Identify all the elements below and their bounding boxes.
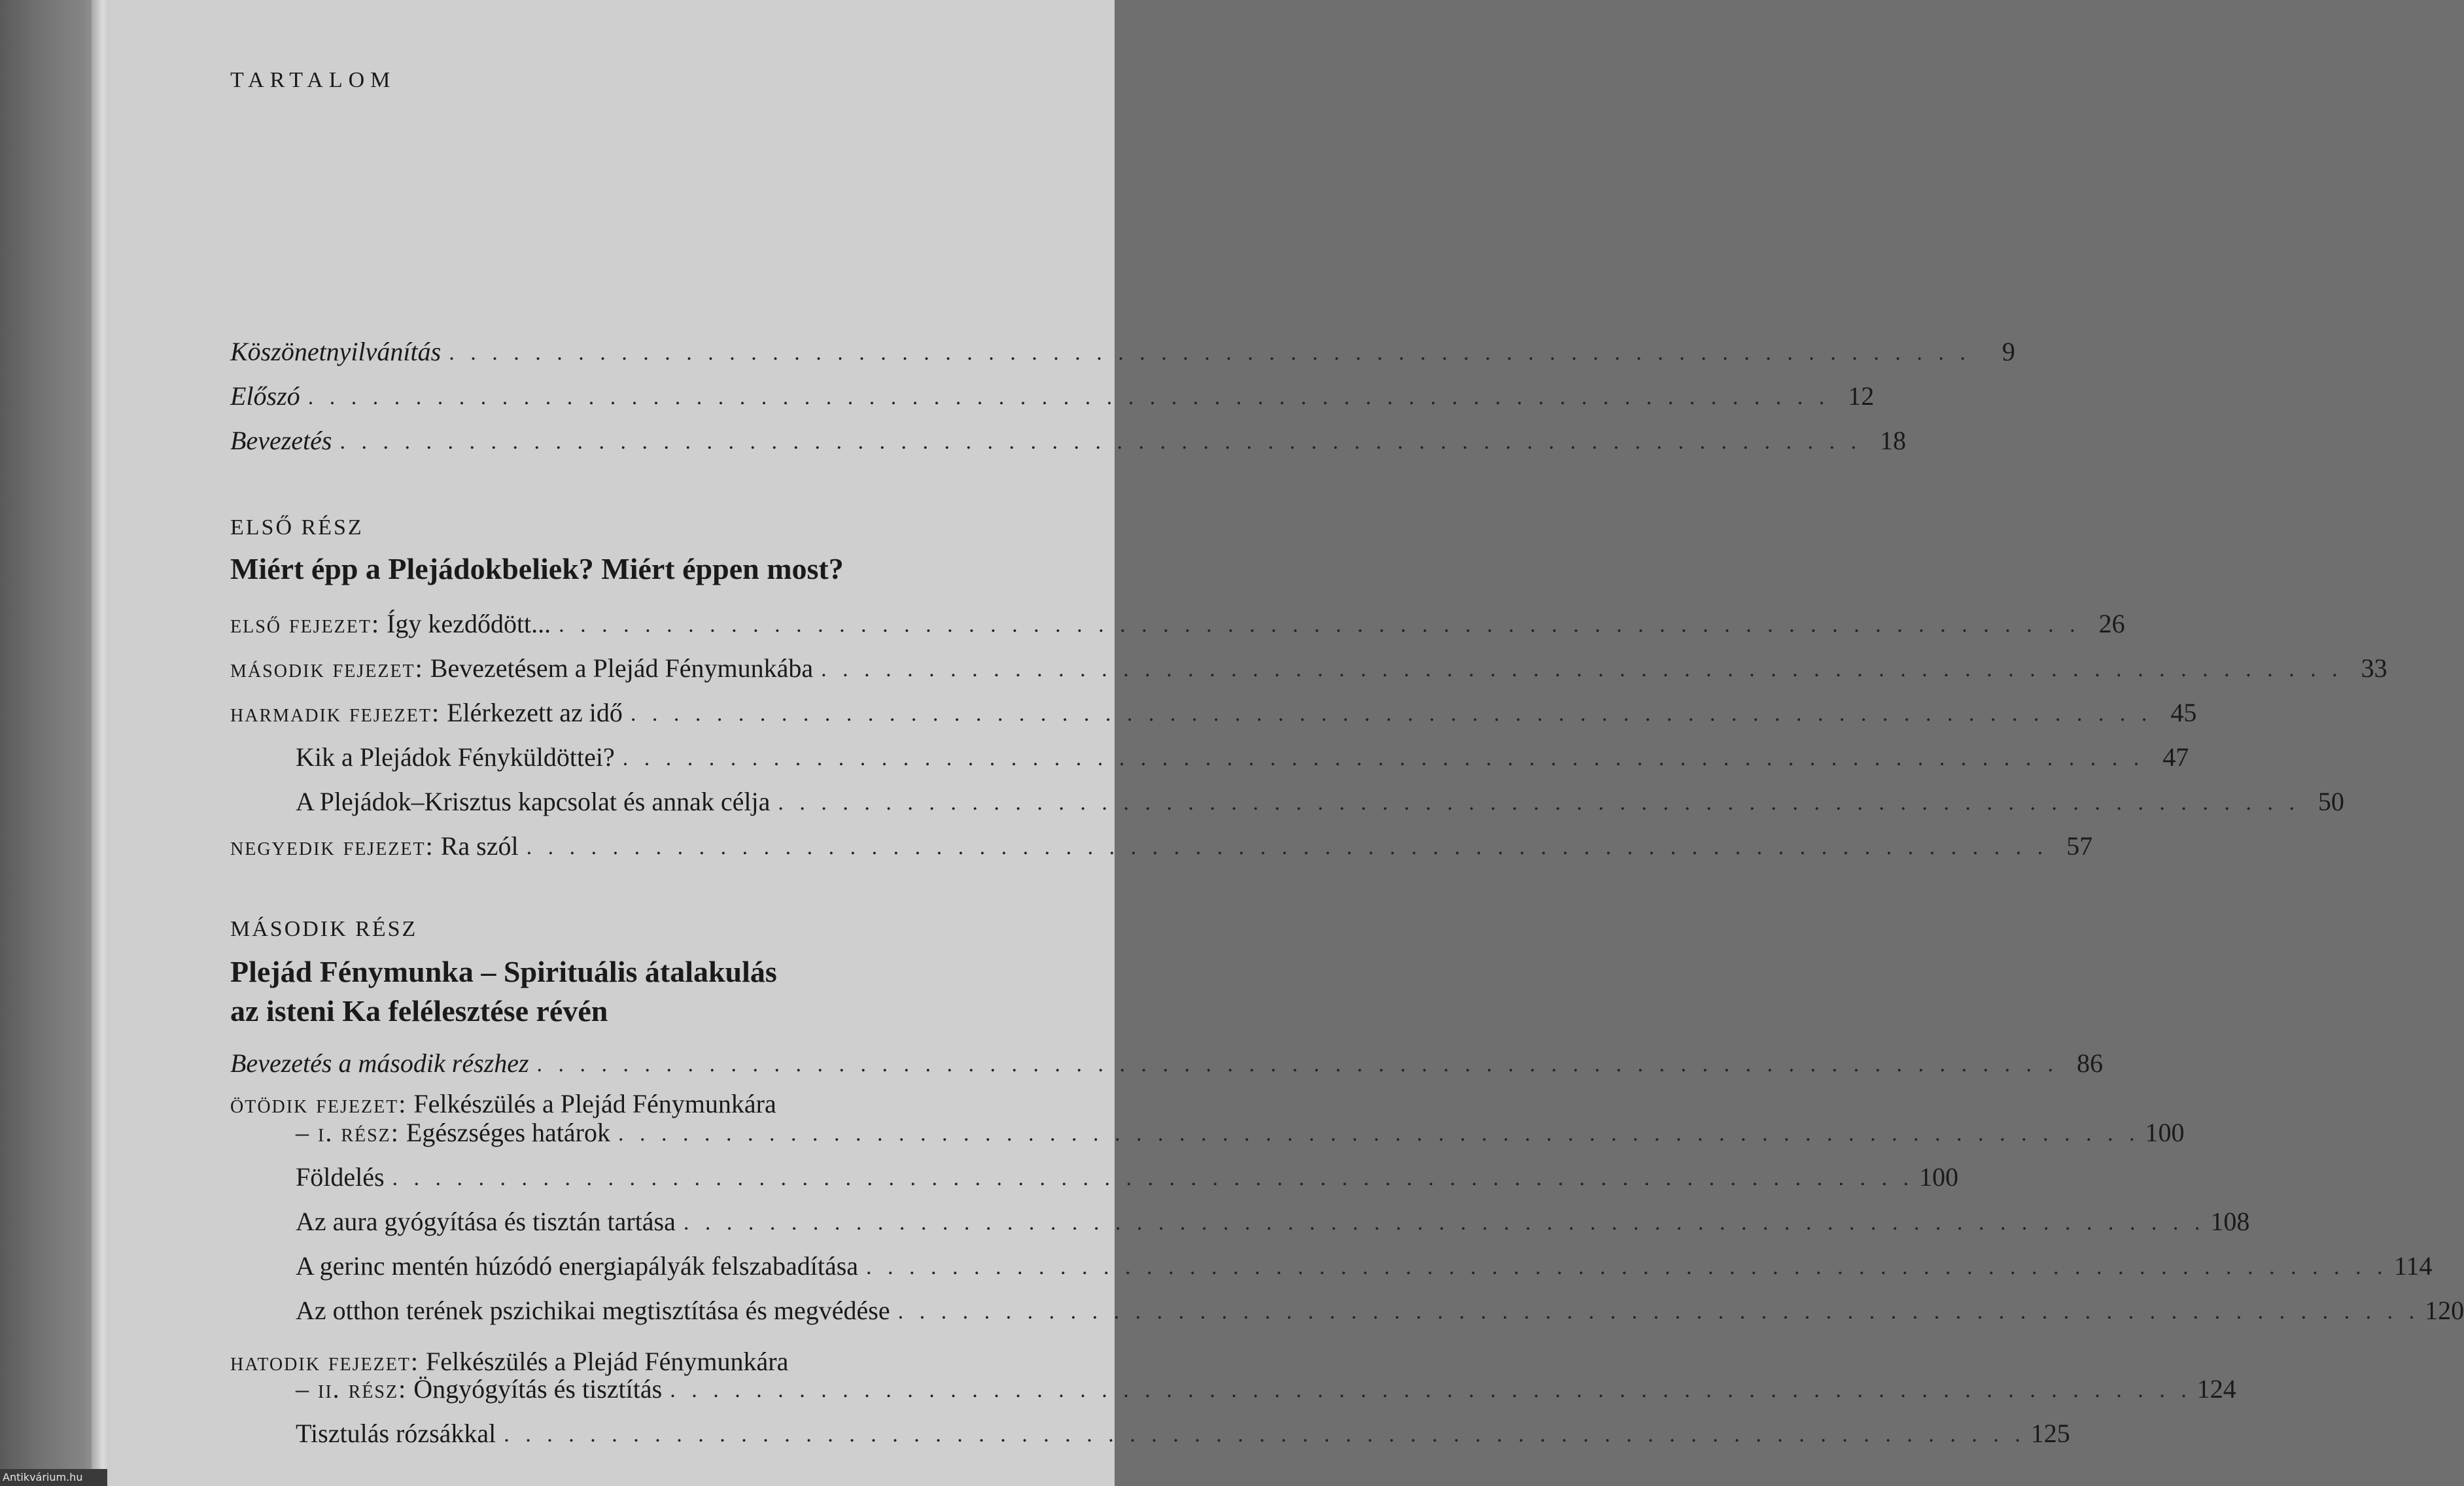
subpart-title: Egészséges határok — [406, 1118, 610, 1147]
chapter-prefix: második fejezet: — [230, 653, 424, 683]
toc-entry-label — [230, 697, 623, 729]
chapter-title: Ra szól — [440, 831, 519, 861]
toc-entry-label: Az aura gyógyítása és tisztán tartása — [296, 1207, 676, 1236]
leader-dots: . . . . . . . . . . . . . . . . . . . . . . . . . . . . . . . . . . . . . . . . . . . . . . . . . . . . . . . . . . . . . . . . . . . . . . . — [307, 385, 1830, 409]
subpart-prefix: – ii. rész: — [296, 1374, 408, 1404]
leader-dots: . . . . . . . . . . . . . . . . . . . . . . . . . . . . . . . . . . . . . . . . . . . . . . . . . . . . . . . . . . . . . . . . . . . . . . . — [449, 341, 1971, 365]
book-spine-shadow — [0, 0, 98, 1486]
toc-entry — [230, 327, 2015, 368]
chapter-prefix: ötödik fejezet: — [230, 1089, 408, 1118]
chapter-prefix: hatodik fejezet: — [230, 1347, 420, 1376]
part-title-line1: Plejád Fénymunka – Spirituális átalakulás — [230, 955, 777, 988]
toc-entry — [296, 733, 2189, 773]
toc-entry — [296, 1286, 2464, 1326]
toc-entry-label: Földelés — [296, 1162, 385, 1192]
toc-entry — [230, 599, 2125, 640]
toc-entry-label: Bevezetés — [230, 426, 332, 455]
toc-entry-label — [296, 1117, 610, 1149]
watermark: Antikvárium.hu — [0, 1469, 107, 1486]
toc-entry — [296, 1409, 2070, 1449]
chapter-prefix: negyedik fejezet: — [230, 831, 434, 861]
toc-entry — [230, 372, 1875, 412]
toc-entry-label — [230, 653, 813, 684]
toc-page-number: 120 — [2425, 1296, 2464, 1325]
chapter-prefix: harmadik fejezet: — [230, 698, 441, 727]
chapter-title: Felkészülés a Plejád Fénymunkára — [426, 1347, 789, 1376]
toc-page-number: 26 — [2098, 609, 2125, 638]
leader-dots: . . . . . . . . . . . . . . . . . . . . . . . . . . . . . . . . . . . . . . . . . . . . . . . . . . . . . . . . . . . . . . . . . . . . . . . — [670, 1378, 2192, 1402]
toc-page-number: 9 — [2002, 337, 2015, 366]
toc-entry-label: Az otthon terének pszichikai megtisztítása és megvédése — [296, 1296, 890, 1325]
toc-page-number: 18 — [1879, 426, 1906, 455]
toc-page-number: 50 — [2317, 787, 2344, 816]
part-title-line2: az isteni Ka felélesztése révén — [230, 994, 608, 1028]
toc-page-number: 86 — [2077, 1048, 2104, 1078]
toc-page-number: 100 — [1919, 1162, 1959, 1192]
leader-dots: . . . . . . . . . . . . . . . . . . . . . . . . . . . . . . . . . . . . . . . . . . . . . . . . . . . . . . . . . . . . . . . . . . . . . . . — [683, 1211, 2206, 1235]
toc-entry — [230, 688, 2197, 729]
page-edge — [92, 0, 110, 1486]
leader-dots: . . . . . . . . . . . . . . . . . . . . . . . . . . . . . . . . . . . . . . . . . . . . . . . . . . . . . . . . . . . . . . . . . . . . . . . — [821, 657, 2343, 682]
toc-entry-label: A gerinc mentén húzódó energiapályák felszabadítása — [296, 1251, 859, 1281]
toc-entry — [230, 821, 2093, 862]
toc-entry-label: Bevezetés a második részhez — [230, 1048, 529, 1078]
toc-entry — [230, 644, 2387, 684]
chapter-prefix: első fejezet: — [230, 609, 381, 638]
toc-entry — [296, 1197, 2250, 1237]
toc-entry — [230, 1039, 2104, 1079]
leader-dots: . . . . . . . . . . . . . . . . . . . . . . . . . . . . . . . . . . . . . . . . . . . . . . . . . . . . . . . . . . . . . . . . . . . . . . . — [392, 1166, 1915, 1190]
leader-dots: . . . . . . . . . . . . . . . . . . . . . . . . . . . . . . . . . . . . . . . . . . . . . . . . . . . . . . . . . . . . . . . . . . . . . . . — [504, 1423, 2026, 1447]
toc-page-number: 12 — [1848, 381, 1875, 411]
leader-dots: . . . . . . . . . . . . . . . . . . . . . . . . . . . . . . . . . . . . . . . . . . . . . . . . . . . . . . . . . . . . . . . . . . . . . . . — [618, 1122, 2140, 1146]
leader-dots: . . . . . . . . . . . . . . . . . . . . . . . . . . . . . . . . . . . . . . . . . . . . . . . . . . . . . . . . . . . . . . . . . . . . . . . — [339, 430, 1862, 454]
toc-entry-label: Köszönetnyilvánítás — [230, 337, 442, 366]
toc-entry — [296, 777, 2344, 818]
toc-entry — [230, 416, 1906, 457]
leader-dots: . . . . . . . . . . . . . . . . . . . . . . . . . . . . . . . . . . . . . . . . . . . . . . . . . . . . . . . . . . . . . . . . . . . . . . . — [536, 1052, 2059, 1077]
leader-dots: . . . . . . . . . . . . . . . . . . . . . . . . . . . . . . . . . . . . . . . . . . . . . . . . . . . . . . . . . . . . . . . . . . . . . . . — [778, 791, 2300, 815]
chapter-title: Felkészülés a Plejád Fénymunkára — [413, 1089, 776, 1118]
toc-entry-label: Előszó — [230, 381, 300, 411]
leader-dots: . . . . . . . . . . . . . . . . . . . . . . . . . . . . . . . . . . . . . . . . . . . . . . . . . . . . . . . . . . . . . . . . . . . . . . . — [630, 702, 2153, 726]
toc-page-number: 57 — [2066, 831, 2093, 861]
subpart-title: Öngyógyítás és tisztítás — [413, 1374, 663, 1404]
chapter-title: Elérkezett az idő — [447, 698, 623, 727]
subpart-prefix: – i. rész: — [296, 1118, 400, 1147]
toc-entry — [296, 1152, 1959, 1193]
leader-dots: . . . . . . . . . . . . . . . . . . . . . . . . . . . . . . . . . . . . . . . . . . . . . . . . . . . . . . . . . . . . . . . . . . . . . . . — [622, 746, 2145, 770]
toc-page-number: 47 — [2162, 742, 2189, 772]
part-title: Miért épp a Plejádokbeliek? Miért éppen most? — [230, 552, 844, 585]
toc-entry — [296, 1108, 2185, 1149]
toc-page-number: 100 — [2145, 1118, 2185, 1147]
toc-entry-label: Tisztulás rózsákkal — [296, 1419, 496, 1448]
leader-dots: . . . . . . . . . . . . . . . . . . . . . . . . . . . . . . . . . . . . . . . . . . . . . . . . . . . . . . . . . . . . . . . . . . . . . . . — [866, 1255, 2388, 1279]
toc-entry-label — [296, 1374, 662, 1405]
toc-entry-label: Kik a Plejádok Fényküldöttei? — [296, 742, 615, 772]
toc-page-number: 124 — [2196, 1374, 2236, 1404]
toc-page-number: 125 — [2030, 1419, 2070, 1448]
toc-entry-label — [230, 831, 519, 862]
leader-dots: . . . . . . . . . . . . . . . . . . . . . . . . . . . . . . . . . . . . . . . . . . . . . . . . . . . . . . . . . . . . . . . . . . . . . . . — [526, 835, 2049, 859]
leader-dots: . . . . . . . . . . . . . . . . . . . . . . . . . . . . . . . . . . . . . . . . . . . . . . . . . . . . . . . . . . . . . . . . . . . . . . . — [897, 1300, 2420, 1324]
toc-page-number: 114 — [2394, 1251, 2433, 1281]
page-title: TARTALOM — [230, 68, 396, 92]
toc-page-number: 108 — [2210, 1207, 2250, 1236]
part-label: ELSŐ RÉSZ — [230, 515, 364, 540]
leader-dots: . . . . . . . . . . . . . . . . . . . . . . . . . . . . . . . . . . . . . . . . . . . . . . . . . . . . . . . . . . . . . . . . . . . . . . . — [559, 613, 2081, 637]
chapter-title: Bevezetésem a Plejád Fénymunkába — [430, 653, 814, 683]
toc-entry — [296, 1364, 2236, 1405]
toc-entry — [296, 1241, 2433, 1282]
toc-page-number: 33 — [2361, 653, 2387, 683]
toc-entry-label — [230, 608, 551, 640]
toc-page-number: 45 — [2170, 698, 2197, 727]
chapter-title: Így kezdődött... — [387, 609, 551, 638]
part-label: MÁSODIK RÉSZ — [230, 917, 418, 941]
toc-entry-label: A Plejádok–Krisztus kapcsolat és annak célja — [296, 787, 771, 816]
